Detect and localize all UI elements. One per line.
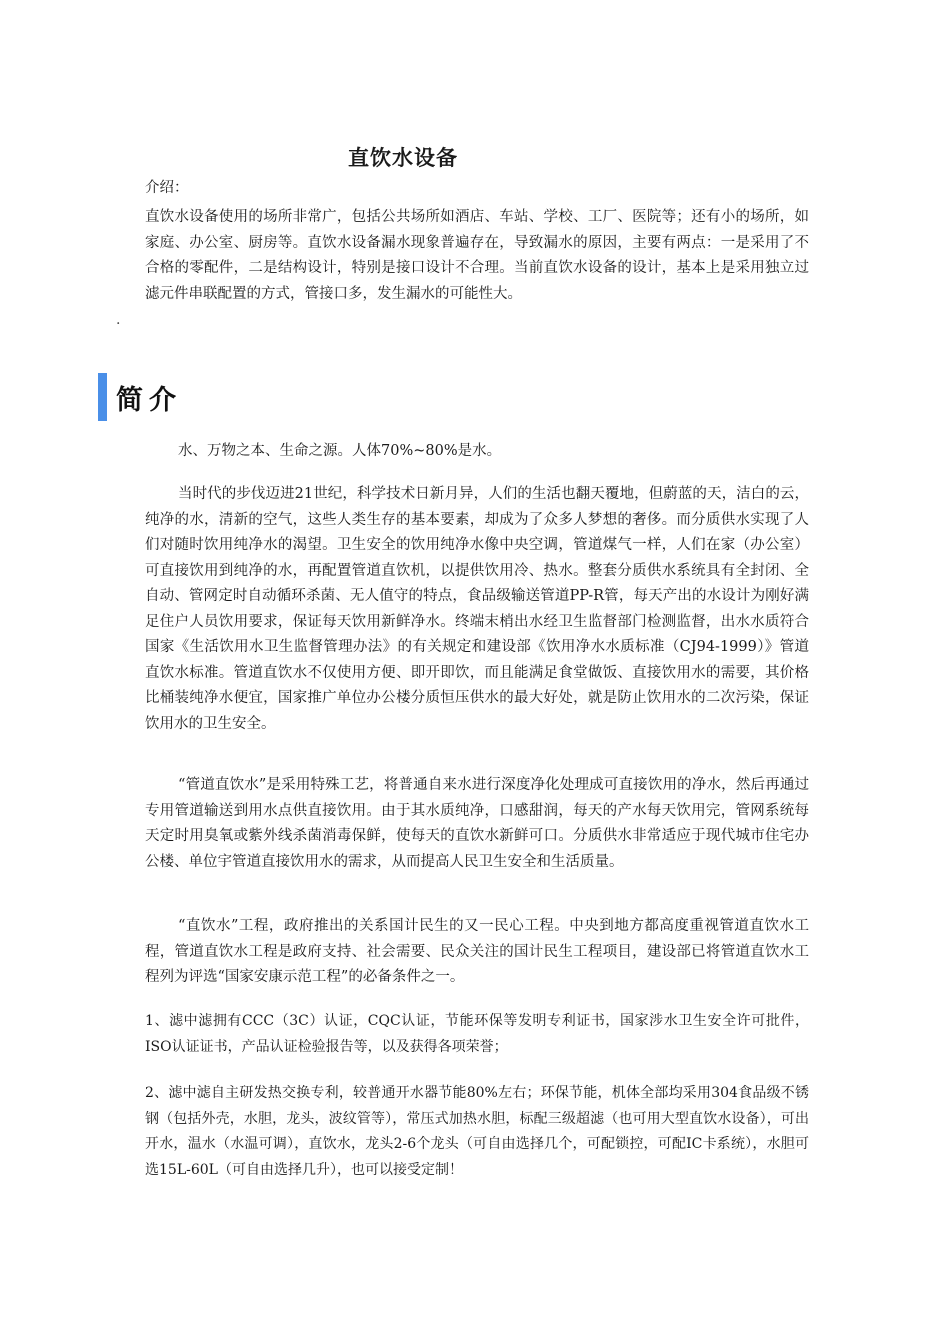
list-item-2: 2、滤中滤自主研发热交换专利，较普通开水器节能80%左右；环保节能，机体全部均采用304食品级不锈钢（包括外壳，水胆，龙头，波纹管等），常压式加热水胆，标配三级超滤（也可用大型直饮水设备），可出开水，温水（水温可调），直饮水，龙头2-6个龙头（可自由选择几个，可配锁控，可配IC卡系统），水胆可选15L-60L（可自由选择几升），也可以接受定制！ — [145, 1085, 809, 1178]
section-heading — [98, 372, 182, 422]
list-item-1: 1、滤中滤拥有CCC（3C）认证，CQC认证，节能环保等发明专利证书，国家涉水卫生安全许可批件，ISO认证证书，产品认证检验报告等，以及获得各项荣誉； — [145, 1013, 809, 1055]
paragraph-1: 水、万物之本、生命之源。人体70%~80%是水。 — [178, 443, 502, 459]
document-title: 直饮水设备 — [348, 146, 458, 170]
section-title: 简介 — [116, 384, 182, 416]
paragraph-3: “管道直饮水”是采用特殊工艺，将普通自来水进行深度净化处理成可直接饮用的净水，然后再通过专用管道输送到用水点供直接饮用。由于其水质纯净，口感甜润，每天的产水每天饮用完，管网系统每天定时用臭氧或紫外线杀菌消毒保鲜，使每天的直饮水新鲜可口。分质供水非常适应于现代城市住宅办公楼、单位宇管道直接饮用水的需求，从而提高人民卫生安全和生活质量。 — [145, 777, 809, 870]
intro-label: 介绍： — [145, 180, 189, 196]
separator-dot: . — [116, 312, 121, 328]
section-accent-bar — [98, 373, 107, 421]
intro-paragraph: 直饮水设备使用的场所非常广，包括公共场所如酒店、车站、学校、工厂、医院等；还有小的场所，如家庭、办公室、厨房等。直饮水设备漏水现象普遍存在，导致漏水的原因，主要有两点：一是采用了不合格的零配件，二是结构设计，特别是接口设计不合理。当前直饮水设备的设计，基本上是采用独立过滤元件串联配置的方式，管接口多，发生漏水的可能性大。 — [145, 209, 809, 302]
paragraph-4: “直饮水”工程，政府推出的关系国计民生的又一民心工程。中央到地方都高度重视管道直饮水工程，管道直饮水工程是政府支持、社会需要、民众关注的国计民生工程项目，建设部已将管道直饮水工程列为评选“国家安康示范工程”的必备条件之一。 — [145, 918, 809, 985]
paragraph-2: 当时代的步伐迈进21世纪，科学技术日新月异，人们的生活也翻天覆地，但蔚蓝的天，洁白的云，纯净的水，清新的空气，这些人类生存的基本要素，却成为了众多人梦想的奢侈。而分质供水实现了人们对随时饮用纯净水的渴望。卫生安全的饮用纯净水像中央空调，管道煤气一样，人们在家（办公室）可直接饮用到纯净的水，再配置管道直饮机，以提供饮用冷、热水。整套分质供水系统具有全封闭、全自动、管网定时自动循环杀菌、无人值守的特点，食品级输送管道PP-R管，每天产出的水设计为刚好满足住户人员饮用要求，保证每天饮用新鲜净水。终端末梢出水经卫生监督部门检测监督，出水水质符合国家《生活饮用水卫生监督管理办法》的有关规定和建设部《饮用净水水质标准（CJ94-1999）》管道直饮水标准。管道直饮水不仅使用方便、即开即饮，而且能满足食堂做饭、直接饮用水的需要，其价格比桶装纯净水便宜，国家推广单位办公楼分质恒压供水的最大好处，就是防止饮用水的二次污染，保证饮用水的卫生安全。 — [145, 486, 809, 732]
